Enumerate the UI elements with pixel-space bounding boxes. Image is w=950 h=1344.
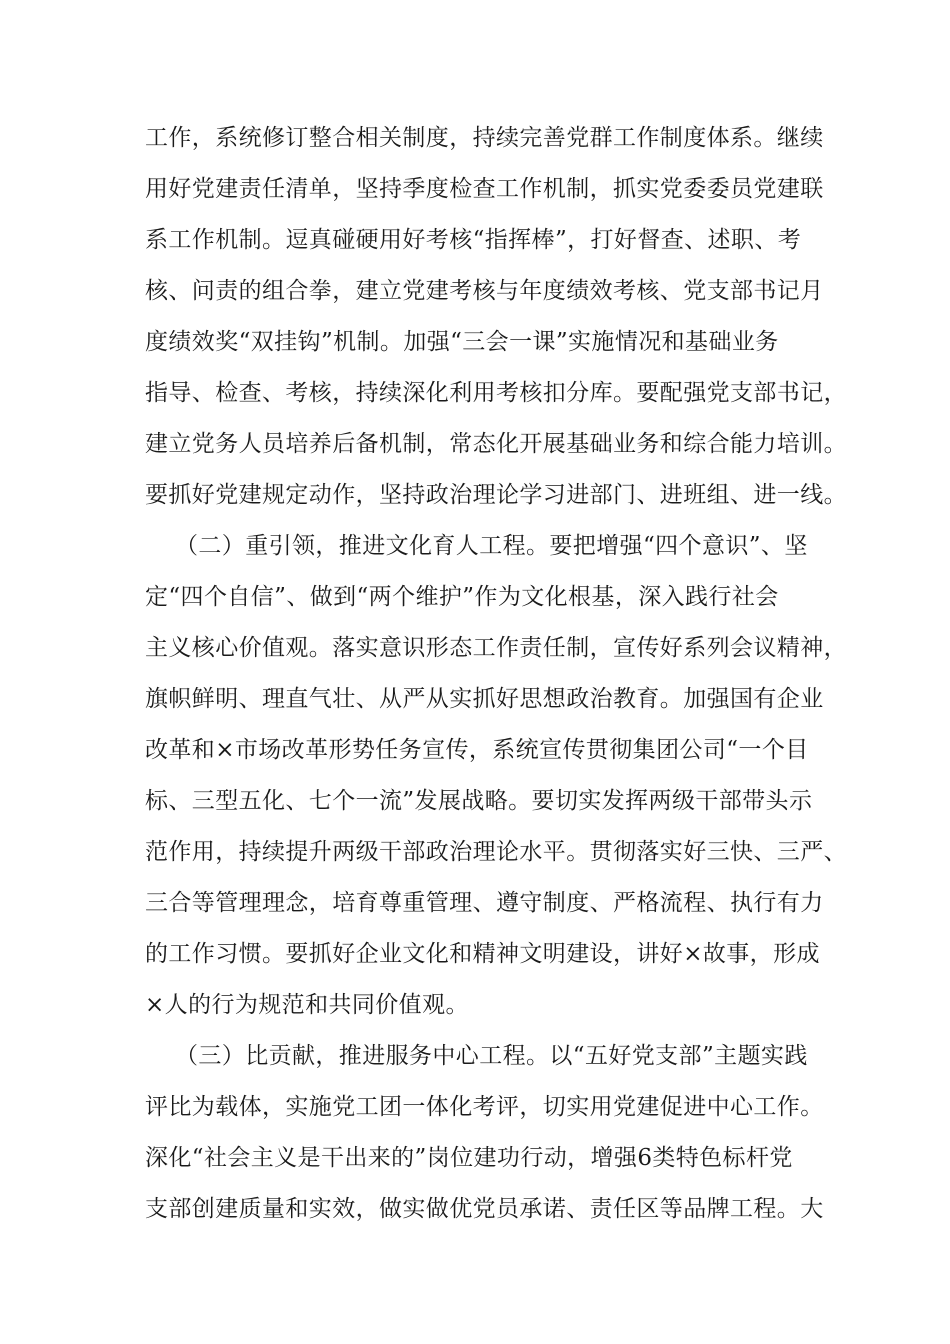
text-line: （三）比贡献，推进服务中心工程。以“五好党支部”主题实践	[175, 1043, 808, 1069]
text-line: 的工作习惯。要抓好企业文化和精神文明建设，讲好×故事，形成	[145, 941, 820, 967]
text-line: 范作用，持续提升两级干部政治理论水平。贯彻落实好三快、三严、	[145, 839, 847, 865]
text-line: （二）重引领，推进文化育人工程。要把增强“四个意识”、坚	[175, 533, 808, 559]
text-line: 支部创建质量和实效，做实做优党员承诺、责任区等品牌工程。大	[145, 1196, 824, 1222]
text-line: 系工作机制。逗真碰硬用好考核“指挥棒”，打好督查、述职、考	[145, 227, 802, 253]
text-line: 定“四个自信”、做到“两个维护”作为文化根基，深入践行社会	[145, 584, 779, 610]
text-line: 核、问责的组合拳，建立党建考核与年度绩效考核、党支部书记月	[145, 278, 824, 304]
text-line: 建立党务人员培养后备机制，常态化开展基础业务和综合能力培训。	[145, 431, 847, 457]
text-line: 改革和×市场改革形势任务宣传，系统宣传贯彻集团公司“一个目	[145, 737, 809, 763]
text-line: 工作，系统修订整合相关制度，持续完善党群工作制度体系。继续	[145, 125, 824, 151]
text-line: 主义核心价值观。落实意识形态工作责任制，宣传好系列会议精神，	[145, 635, 847, 661]
text-line: 标、三型五化、七个一流”发展战略。要切实发挥两级干部带头示	[145, 788, 813, 814]
text-line: 度绩效奖“双挂钩”机制。加强“三会一课”实施情况和基础业务	[145, 329, 779, 355]
text-line: 指导、检查、考核，持续深化利用考核扣分库。要配强党支部书记，	[145, 380, 847, 406]
text-line: 三合等管理理念，培育尊重管理、遵守制度、严格流程、执行有力	[145, 890, 824, 916]
text-line: 用好党建责任清单，坚持季度检查工作机制，抓实党委委员党建联	[145, 176, 824, 202]
text-line: 要抓好党建规定动作，坚持政治理论学习进部门、进班组、进一线。	[145, 482, 847, 508]
text-line: 旗帜鲜明、理直气壮、从严从实抓好思想政治教育。加强国有企业	[145, 686, 824, 712]
text-line: ×人的行为规范和共同价值观。	[145, 992, 469, 1018]
text-line: 深化“社会主义是干出来的”岗位建功行动，增强6类特色标杆党	[145, 1145, 793, 1171]
text-line: 评比为载体，实施党工团一体化考评，切实用党建促进中心工作。	[145, 1094, 824, 1120]
